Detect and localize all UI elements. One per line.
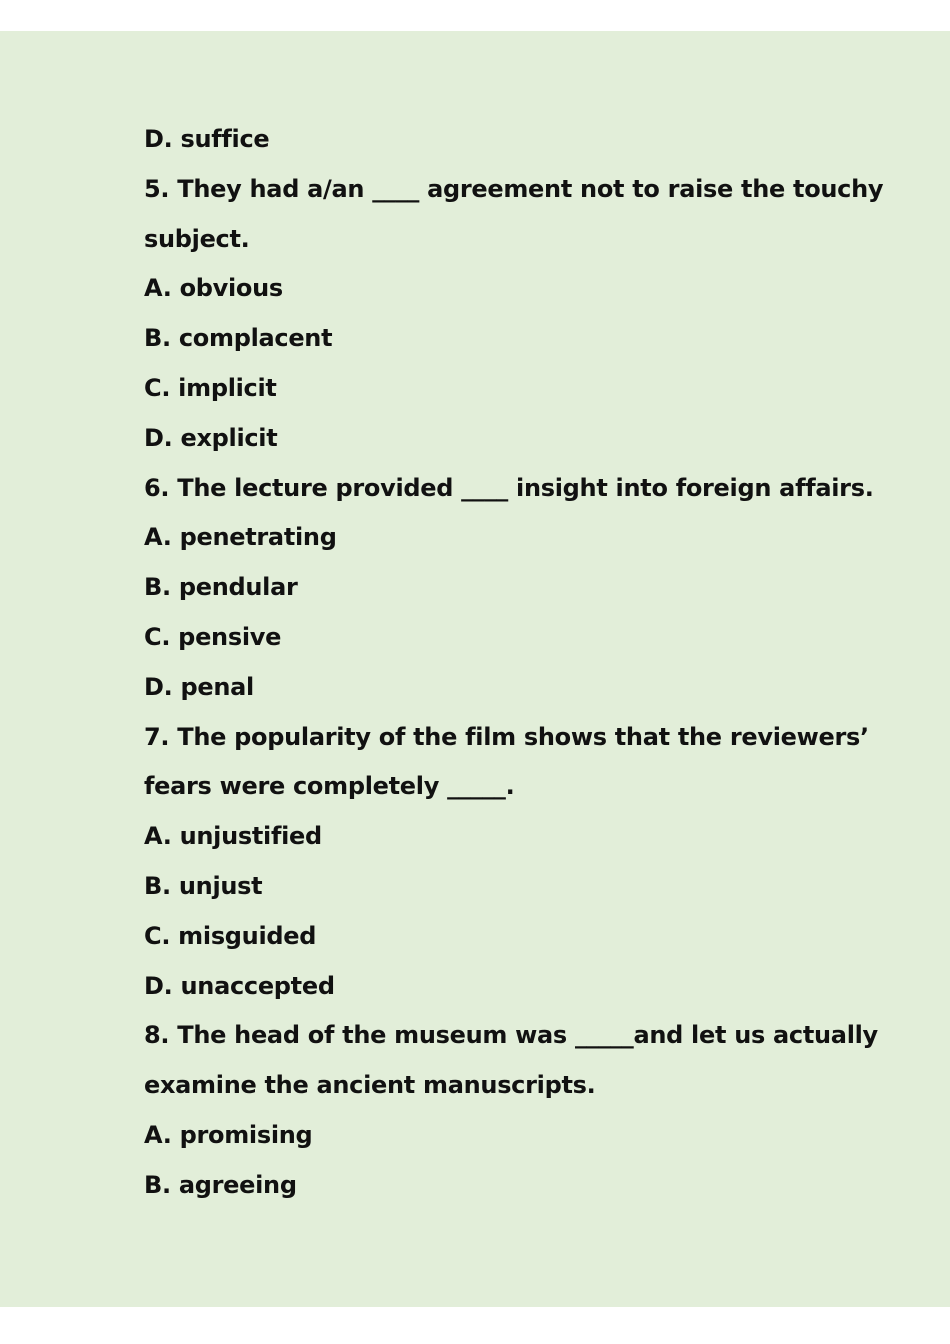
option-6a: A. penetrating <box>144 523 337 552</box>
question-8-line-2: examine the ancient manuscripts. <box>144 1071 596 1100</box>
option-5b: B. complacent <box>144 324 333 353</box>
document-page <box>0 31 950 1307</box>
question-8-line-1: 8. The head of the museum was _____and let us actually <box>144 1021 878 1050</box>
option-5a: A. obvious <box>144 274 283 303</box>
option-6c: C. pensive <box>144 622 282 651</box>
question-7-line-1: 7. The popularity of the film shows that the reviewers’ <box>144 722 869 751</box>
question-text-block <box>144 115 884 1211</box>
option-8b: B. agreeing <box>144 1170 297 1199</box>
option-7b: B. unjust <box>144 871 263 900</box>
question-7-line-2: fears were completely _____. <box>144 772 515 801</box>
question-5-line-1: 5. They had a/an ____ agreement not to raise the touchy <box>144 174 884 203</box>
option-5d: D. explicit <box>144 423 278 452</box>
question-5-line-2: subject. <box>144 224 250 253</box>
option-5c: C. implicit <box>144 373 277 402</box>
option-7c: C. misguided <box>144 921 317 950</box>
option-6d: D. penal <box>144 672 254 701</box>
option-6b: B. pendular <box>144 573 298 602</box>
option-8a: A. promising <box>144 1120 313 1149</box>
option-7d: D. unaccepted <box>144 971 335 1000</box>
option-4d: D. suffice <box>144 125 270 153</box>
question-6: 6. The lecture provided ____ insight into foreign affairs. <box>144 473 874 502</box>
option-7a: A. unjustified <box>144 822 322 851</box>
